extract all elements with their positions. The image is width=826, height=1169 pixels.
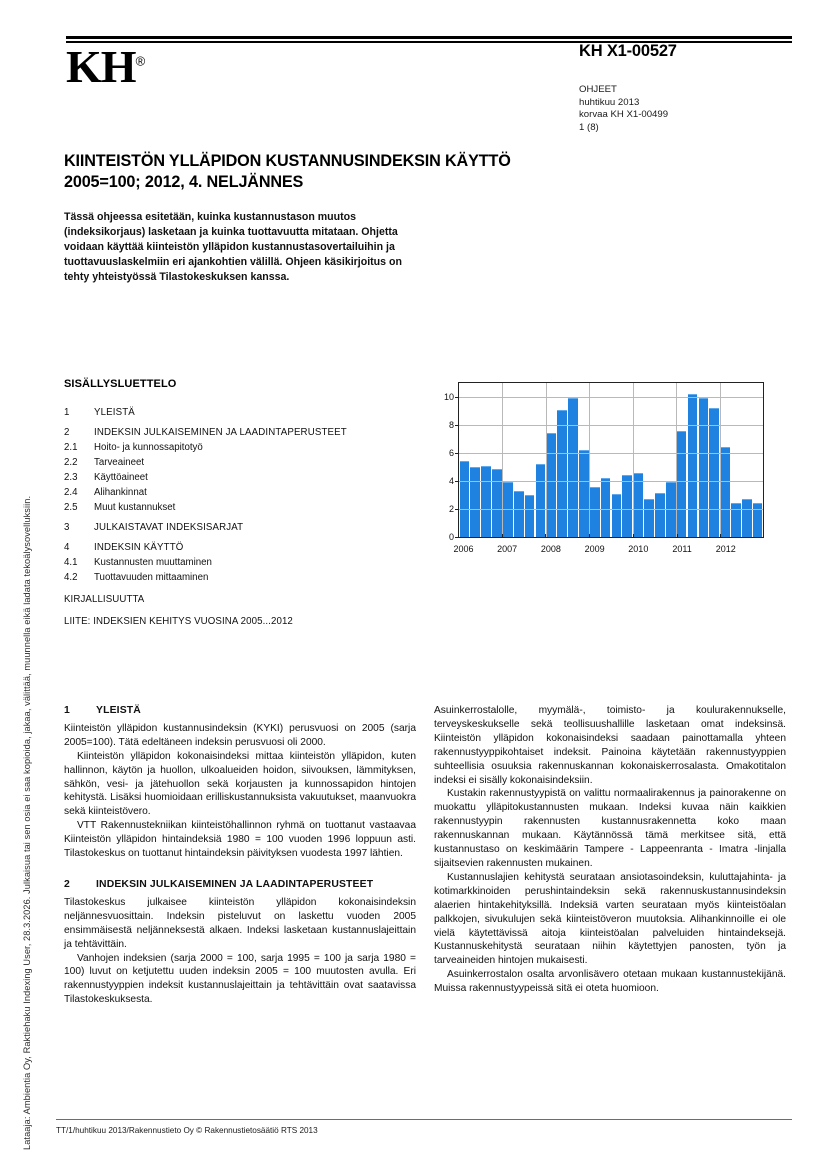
toc-item-label: LIITE: INDEKSIEN KEHITYS VUOSINA 2005...2012 xyxy=(64,616,293,627)
toc-item-label: Tarveaineet xyxy=(94,457,145,468)
chart-gridline-vertical xyxy=(676,383,677,537)
toc-item-label: JULKAISTAVAT INDEKSISARJAT xyxy=(94,522,244,533)
chart-gridline-horizontal xyxy=(459,397,763,398)
document-meta-line: huhtikuu 2013 xyxy=(579,96,640,108)
kh-logo xyxy=(66,41,146,92)
chart-x-tick-label: 2011 xyxy=(672,544,692,554)
toc-item[interactable] xyxy=(64,556,414,569)
chart-gridline-vertical xyxy=(633,383,634,537)
toc-item-number: 4.1 xyxy=(64,557,78,568)
body-column-right xyxy=(434,704,786,996)
document-meta-line: 1 (8) xyxy=(579,121,599,133)
chart-x-tick-mark xyxy=(502,534,503,538)
chart-bar xyxy=(514,491,524,537)
body-paragraph: Tilastokeskus julkaisee kiinteistön ylläpidon kokonaisindeksin neljännesvuosittain. Indeksin pisteluvut on laskettu vuoden 2005 ensimmäisestä neljänneksestä alkaen. Indeksi lasketaan kustannuslajeittain ja tehtävittäin. xyxy=(64,896,416,950)
chart-bar xyxy=(709,408,719,538)
body-section xyxy=(64,704,416,861)
chart-x-tick-label: 2010 xyxy=(628,544,649,554)
toc-item[interactable] xyxy=(64,501,414,514)
toc-item[interactable] xyxy=(64,593,414,606)
chart-y-tick-mark xyxy=(455,481,459,482)
toc-item[interactable] xyxy=(64,456,414,469)
toc-item-number: 1 xyxy=(64,407,70,418)
chart-bar xyxy=(536,464,546,537)
download-watermark xyxy=(0,0,40,1169)
toc-item[interactable] xyxy=(64,571,414,584)
toc-item[interactable] xyxy=(64,441,414,454)
chart-x-tick-label: 2008 xyxy=(540,544,561,554)
toc-item-label: INDEKSIN KÄYTTÖ xyxy=(94,542,184,553)
body-column-left xyxy=(64,704,416,1007)
toc-item[interactable] xyxy=(64,615,414,628)
document-meta-line: OHJEET xyxy=(579,84,617,95)
toc-item-number: 4 xyxy=(64,542,70,553)
body-paragraph: Kiinteistön ylläpidon kokonaisindeksi mittaa kiinteistön ylläpidon, kuten hallinnon, käytön ja huollon, ulkoalueiden hoidon, siivouksen, lämmityksen, sähkön, vesi- ja jätehuollon sekä korjausten ja kunnossapidon hintojen kehitystä. Lisäksi huomioidaan erilliskustannuksista vakuutukset, maanvuokra sekä kiinteistövero. xyxy=(64,750,416,818)
toc-item-label: KIRJALLISUUTTA xyxy=(64,594,145,605)
section-heading xyxy=(64,878,416,892)
table-of-contents xyxy=(64,399,414,628)
toc-item-number: 2.3 xyxy=(64,472,78,483)
chart-bar xyxy=(525,495,535,537)
chart-x-tick-label: 2007 xyxy=(497,544,518,554)
section-heading xyxy=(64,704,416,718)
registered-trademark-icon: ® xyxy=(135,53,146,69)
chart-bar xyxy=(612,494,622,537)
chart-bar xyxy=(633,473,643,537)
chart-bar xyxy=(590,487,600,537)
toc-item-number: 2.2 xyxy=(64,457,78,468)
chart-x-tick-label: 2012 xyxy=(715,544,736,554)
toc-item-number: 2.1 xyxy=(64,442,78,453)
chart-x-tick-mark xyxy=(633,534,634,538)
toc-item-number: 2 xyxy=(64,427,70,438)
chart-bar xyxy=(460,461,470,537)
chart-y-tick-mark xyxy=(455,509,459,510)
chart-gridline-vertical xyxy=(589,383,590,537)
chart-y-tick-mark xyxy=(455,425,459,426)
chart-bar xyxy=(644,499,654,537)
chart-gridline-horizontal xyxy=(459,481,763,482)
chart-bar xyxy=(742,499,752,538)
body-paragraph: Vanhojen indeksien (sarja 2000 = 100, sarja 1995 = 100 ja sarja 1980 = 100) luvut on ketjutettu uuden indeksin 2005 = 100 muutosten avulla. Eri rakennustyyppien indeksit kustannuslajeittain ja tehtävittäin ovat saatavissa Tilastokeskuksesta. xyxy=(64,952,416,1006)
lead-paragraph: Tässä ohjeessa esitetään, kuinka kustannustason muutos (indeksikorjaus) lasketaan ja kuinka tuottavuutta mitataan. Ohjetta voidaan käyttää kiinteistön ylläpidon kustannustasovertailuihin ja tuottavuuslaskelmiin eri ajankohtien välillä. Ohjeen käsikirjoitus on tehty yhteistyössä Tilastokeskuksen kanssa. xyxy=(64,211,402,284)
toc-item-number: 3 xyxy=(64,522,70,533)
chart-bar xyxy=(557,410,567,537)
toc-item-number: 4.2 xyxy=(64,572,78,583)
toc-item-label: Kustannusten muuttaminen xyxy=(94,557,212,568)
chart-bar xyxy=(546,433,556,537)
chart-x-axis-labels xyxy=(453,544,764,558)
chart-y-tick-label: 4 xyxy=(448,476,454,486)
section-heading-text: YLEISTÄ xyxy=(96,705,141,716)
chart-bar xyxy=(601,478,611,537)
body-paragraph: Kustakin rakennustyypistä on valittu normaalirakennus ja painorakenne on muokattu ylläpitokustannusten mukaan. Indeksi kuvaa näin kaikkien rakennustyypin rakennusten kustannusrakennetta koko maan rakennuskannan mukaan. Käytännössä tämä merkitsee sitä, että kustannustaso on keskimäärin Tampere - Lappeenranta - Imatra -linjalla sijaitsevien rakennusten mukainen. xyxy=(434,788,786,869)
chart-x-tick-mark xyxy=(677,534,678,538)
section-heading-text: INDEKSIN JULKAISEMINEN JA LAADINTAPERUSTEET xyxy=(96,878,374,890)
chart-y-tick-label: 6 xyxy=(448,448,454,458)
chart-gridline-horizontal xyxy=(459,453,763,454)
toc-item-label: Tuottavuuden mittaaminen xyxy=(94,572,209,583)
chart-x-tick-mark xyxy=(589,534,590,538)
chart-y-tick-label: 10 xyxy=(443,392,454,402)
header-rule-thin xyxy=(66,41,792,43)
section-heading-number: 1 xyxy=(64,705,70,716)
chart-bar xyxy=(492,469,502,537)
toc-item-label: Hoito- ja kunnossapitotyö xyxy=(94,442,203,453)
body-paragraph: VTT Rakennustekniikan kiinteistöhallinnon ryhmä on tuottanut vastaavaa Kiinteistön ylläpidon hintaindeksiä 1980 = 100 vuoden 1996 loppuun asti. Tilastokeskus on tuottanut hintaindeksin päivityksen vuodesta 1997 lähtien. xyxy=(64,820,416,860)
chart-bars xyxy=(459,383,763,537)
toc-item-number: 2.4 xyxy=(64,487,78,498)
body-paragraph: Asuinkerrostalon osalta arvonlisävero otetaan mukaan kustannustekijänä. Muissa rakennustyypeissä sitä ei oteta huomioon. xyxy=(434,969,786,995)
body-paragraph: Kiinteistön ylläpidon kustannusindeksin (KYKI) perusvuosi on 2005 (sarja 2005=100). Tätä edeltäneen indeksin perusvuosi oli 2000. xyxy=(64,722,416,748)
chart-gridline-vertical xyxy=(546,383,547,537)
chart-x-tick-label: 2009 xyxy=(584,544,605,554)
document-meta xyxy=(579,84,668,134)
toc-item[interactable] xyxy=(64,426,414,439)
header-rule-thick xyxy=(66,36,792,39)
chart-bar xyxy=(753,503,763,537)
chart-bar xyxy=(655,493,665,537)
chart-y-tick-label: 0 xyxy=(448,532,454,542)
toc-item-label: INDEKSIN JULKAISEMINEN JA LAADINTAPERUSTEET xyxy=(94,427,347,438)
toc-heading: SISÄLLYSLUETTELO xyxy=(64,378,177,390)
toc-item-label: Alihankinnat xyxy=(94,487,147,498)
chart-y-tick-mark xyxy=(455,453,459,454)
chart-plot-area xyxy=(443,382,764,542)
kh-logo-text: KH xyxy=(66,41,136,92)
chart-x-tick-mark xyxy=(720,534,721,538)
chart-y-tick-label: 2 xyxy=(448,504,454,514)
chart-bar xyxy=(688,394,698,537)
chart-bar xyxy=(622,475,632,537)
toc-item[interactable] xyxy=(64,521,414,534)
toc-item-label: YLEISTÄ xyxy=(94,407,135,418)
toc-item[interactable] xyxy=(64,406,414,419)
page-title: KIINTEISTÖN YLLÄPIDON KUSTANNUSINDEKSIN KÄYTTÖ 2005=100; 2012, 4. NELJÄNNES xyxy=(64,152,511,191)
chart-bar xyxy=(579,450,589,537)
document-code: KH X1-00527 xyxy=(579,42,677,60)
chart-y-tick-mark xyxy=(455,397,459,398)
footer-text: TT/1/huhtikuu 2013/Rakennustieto Oy © Rakennustietosäätiö RTS 2013 xyxy=(56,1126,318,1135)
chart-gridline-vertical xyxy=(720,383,721,537)
index-change-bar-chart xyxy=(422,378,768,564)
chart-bar xyxy=(677,431,687,537)
chart-gridline-horizontal xyxy=(459,509,763,510)
chart-x-tick-label: 2006 xyxy=(453,544,474,554)
chart-y-tick-label: 8 xyxy=(448,420,454,430)
toc-item-label: Muut kustannukset xyxy=(94,502,176,513)
document-meta-line: korvaa KH X1-00499 xyxy=(579,109,669,121)
footer-rule xyxy=(56,1119,792,1120)
download-watermark-text: Lataaja: Ambientia Oy, Raktiehaku Indexing User, 28.3.2026. Julkaisua tai sen osia ei saa kopioida, jakaa, välittää, muunnella eikä ladata tekoälysovelluksiin. xyxy=(22,495,32,1150)
chart-bar xyxy=(568,398,578,537)
chart-x-tick-mark xyxy=(545,534,546,538)
chart-bar xyxy=(731,503,741,537)
chart-gridline-horizontal xyxy=(459,425,763,426)
body-paragraph: Asuinkerrostalolle, myymälä-, toimisto- ja koulurakennukselle, terveyskeskukselle sekä teollisuushallille lasketaan omat indeksinsä. Kiinteistön ylläpidon kokonaisindeksi saadaan painottamalla yhteen rakennustyyppikohtaiset indeksit. Painoina käytetään rakennustyyppien suhteellisia osuuksia rakennuskannan kokonaiskerrosalasta. Omakotitalon indeksi ei sisälly kokonaisindeksiin. xyxy=(434,705,786,786)
chart-bar xyxy=(481,466,491,537)
body-section xyxy=(434,704,786,996)
toc-item[interactable] xyxy=(64,471,414,484)
toc-item-number: 2.5 xyxy=(64,502,78,513)
chart-gridline-vertical xyxy=(502,383,503,537)
body-paragraph: Kustannuslajien kehitystä seurataan ansiotasoindeksin, kuluttajahinta- ja kotimarkkinoiden perushintaindeksin sekä rakennuskustannusindeksin alaerien hintakehityksillä. Indeksiä varten seurataan myös kiinteistöalan palkkojen, sivukulujen sekä kiinteistöveron muutoksia. Alihankinnoille ei ole vielä käytettävissä aitoja kiinteistöalan palveluiden hintaindeksejä. Kustannuskehitystä seurataan niihin käytettyjen panosten, työn ja tarveaineiden hintojen mukaisesti. xyxy=(434,871,786,967)
chart-bar xyxy=(470,467,480,537)
toc-item[interactable] xyxy=(64,541,414,554)
section-heading-number: 2 xyxy=(64,878,70,890)
chart-bar xyxy=(699,398,709,537)
chart-y-tick-mark xyxy=(455,537,459,538)
body-section xyxy=(64,878,416,1007)
toc-item[interactable] xyxy=(64,486,414,499)
chart-bar xyxy=(720,447,730,537)
toc-item-label: Käyttöaineet xyxy=(94,472,148,483)
